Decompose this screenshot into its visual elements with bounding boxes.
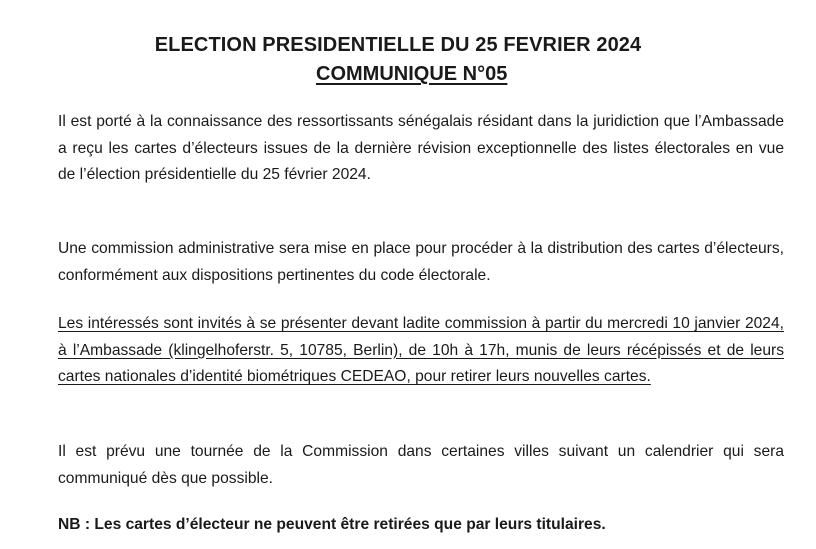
document-title: ELECTION PRESIDENTIELLE DU 25 FEVRIER 2024 <box>154 34 642 56</box>
paragraph-instructions: Les intéressés sont invités à se présenter devant ladite commission à partir du mercredi 10 janvier 2024, à l’Ambassade (klingelhoferstr. 5, 10785, Berlin), de 10h à 17h, munis de leurs récépissés et de leurs cartes nationales d’identité biométriques CEDEAO, pour retirer leurs nouvelles cartes. <box>58 315 784 385</box>
paragraph-tour: Il est prévu une tournée de la Commission dans certaines villes suivant un calendrier qui sera communiqué dès que possible. <box>58 443 784 487</box>
nb-note: NB : Les cartes d’électeur ne peuvent être retirées que par leurs titulaires. <box>58 516 606 533</box>
paragraph-commission: Une commission administrative sera mise en place pour procéder à la distribution des cartes d’électeurs, conformément aux dispositions pertinentes du code électorale. <box>58 240 784 284</box>
paragraph-announcement: Il est porté à la connaissance des ressortissants sénégalais résidant dans la juridiction que l’Ambassade a reçu les cartes d’électeurs issues de la dernière révision exceptionnelle des listes électorales en vue de l’élection présidentielle du 25 février 2024. <box>58 113 784 183</box>
communique-number: COMMUNIQUE N°05 <box>316 63 508 85</box>
